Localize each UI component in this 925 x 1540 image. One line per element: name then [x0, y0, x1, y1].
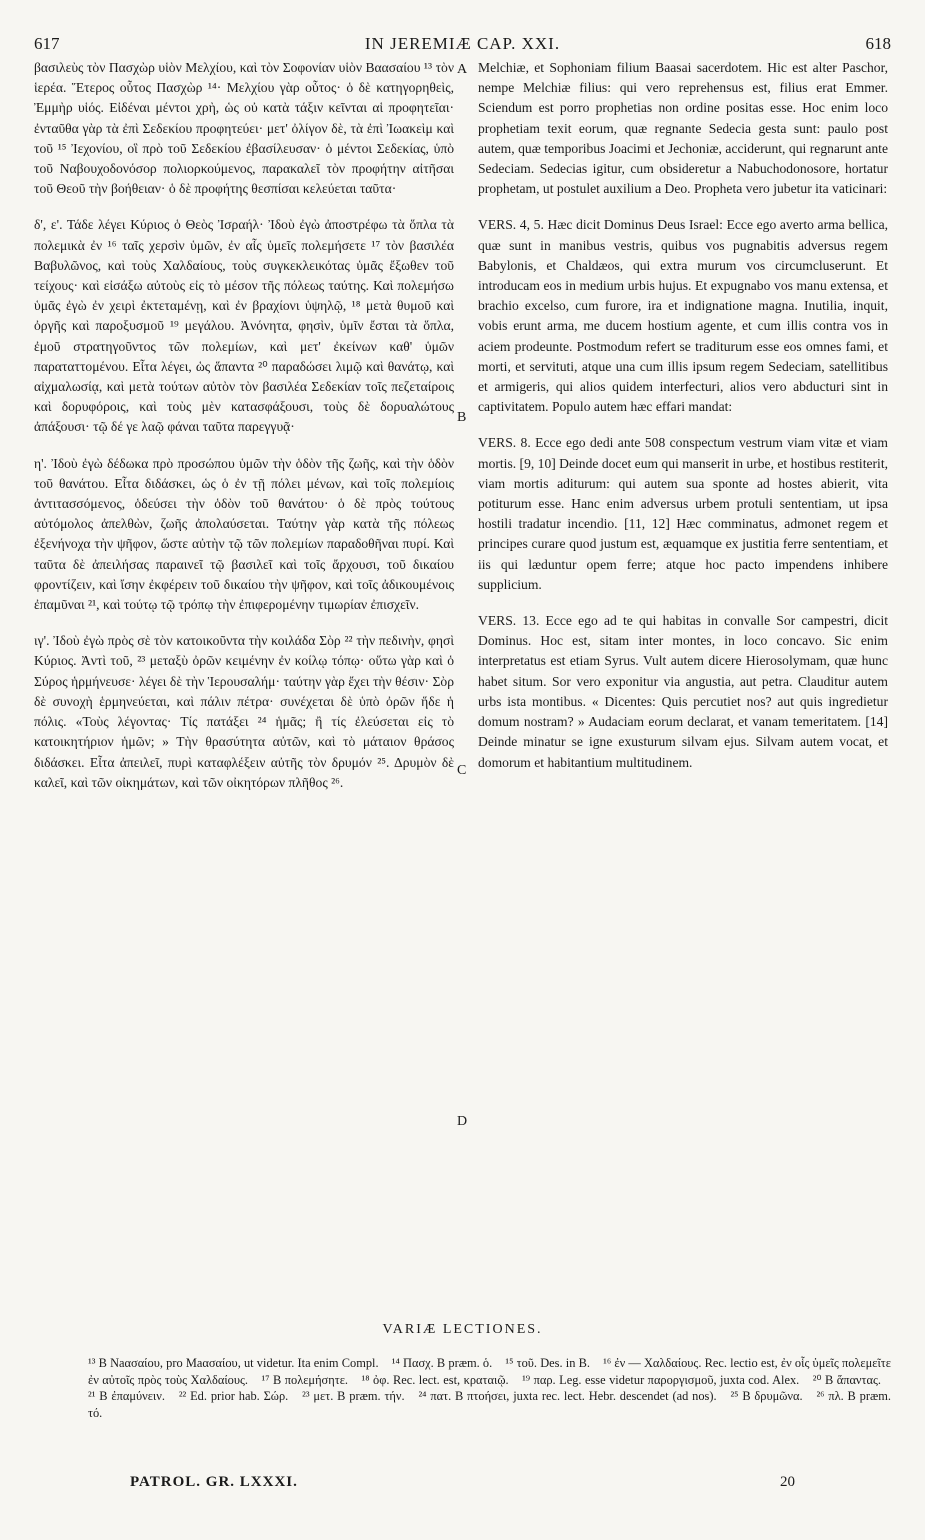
margin-marker-b: B: [457, 410, 467, 425]
latin-paragraph: VERS. 13. Ecce ego ad te qui habitas in convalle Sor campestri, dicit Dominus. Hoc est, sitam inter montes, in loco concavo. Sic enim interpretatus est etiam Syrus. Vult autem dicere Hierosolymam, quæ hunc habet situm. Sor vero exponitur via angustia, aut petra. Clauditur autem urbs ista montibus. « Dicentes: Quis percutiet nos? aut quis ingredietur domum nostram? » Audaciam eorum declarat, et vanam temeritatem. [14] Deinde minatur se igne exusturum silvam ejus. Silvam autem vocat, et domorum et habitantium multitudinem.: [478, 613, 888, 770]
greek-column: [34, 58, 454, 799]
gathering-signature: 20: [780, 1474, 795, 1490]
variant-note: ¹⁵ τοῦ. Des. in B.: [505, 1356, 590, 1370]
variant-note: ¹⁶ ἐν — Χαλδαίους. Rec. lectio est, ἐν οἷς ὑμεῖς πολεμεῖτε ἐν αὐτοῖς πρὸς τοὺς Χαλδαίους.: [88, 1356, 891, 1387]
variant-note: ¹⁴ Πασχ. B præm. ὁ.: [391, 1356, 493, 1370]
margin-marker-d: D: [457, 1114, 468, 1129]
latin-column: [478, 58, 888, 779]
variant-note: ²⁰ B ἅπαντας.: [812, 1372, 882, 1387]
margin-marker-c: C: [457, 763, 467, 778]
variant-note: ¹⁷ B πολεμήσητε.: [261, 1372, 348, 1387]
variant-note: ²³ μετ. B præm. τήν.: [302, 1389, 405, 1403]
variant-note: ²⁴ πατ. B πτοήσει, juxta rec. lect. Hebr. descendet (ad nos).: [418, 1389, 717, 1403]
latin-paragraph: VERS. 8. Ecce ego dedi ante 508 conspectum vestrum viam vitæ et viam mortis. [9, 10] Deinde docet eum qui manserit in urbe, et hostibus restiterit, viam mortis aditurum: qui autem sua sponte ad hostes abierit, vita potiturum esse. Hanc enim adversus urbem protuli sententiam, ut ipsa hostili tradatur incendio. [11, 12] Hæc comminatus, admonet regem et principes curare quod justum est, æquamque ex justitia ferre sententiam, et iis qui læduntur opem ferre; atque hoc pacto impendens inhibere supplicium.: [478, 435, 888, 592]
variae-lectiones-notes: [88, 1355, 891, 1421]
variae-lectiones-title: VARIÆ LECTIONES.: [382, 1322, 543, 1337]
latin-paragraph: VERS. 4, 5. Hæc dicit Dominus Deus Israel: Ecce ego averto arma bellica, quæ sunt in manibus vestris, quibus vos pugnabitis adversus regem Babylonis, et Chaldæos, qui extra murum vos circumcluserunt. Et introducam eos in medium urbis hujus. Et expugnabo vos manu extensa, et brachio excelso, cum furore, ira et indignatione magna. Inutilia, inquit, vobis erunt arma, me ducem hostium agente, et cum illis contra vos in aciem prodeunte. Postmodum refert se traditurum esse eos omnes fami, et morti, et servituti, atque una cum illis ipsum regem Sedeciam, satellitibus et armigeris, qui alios quidem interfecturi, alios vero abducturi sint in captivitatem. Populo autem hæc effari mandat:: [478, 217, 888, 415]
running-title: IN JEREMIÆ CAP. XXI.: [364, 34, 561, 53]
running-header: [34, 34, 891, 60]
latin-paragraph: Melchiæ, et Sophoniam filium Baasai sacerdotem. Hic est alter Paschor, nempe Melchiæ filius: qui vero reprehensus est, filius erat Emmer. Sciendum est porro prophetias non ordine positas esse. Hoc enim loco prophetiam texit eorum, quæ regnante Sedecia gesta sunt: paulo post autem, quæ temporibus Joacimi et Jechoniæ, acciderunt, qui regnarunt ante Sedeciam. Sedecias igitur, cum obsideretur a Nabuchodonosore, hortatur prophetam, ut postulet auxilium a Deo. Propheta vero jubetur ita vaticinari:: [478, 60, 888, 197]
left-page-number: 617: [34, 34, 60, 53]
greek-paragraph: ιγ'. Ἰδοὺ ἐγὼ πρὸς σὲ τὸν κατοικοῦντα τὴν κοιλάδα Σὸρ ²² τὴν πεδινὴν, φησὶ Κύριος. Ἀντὶ τοῦ, ²³ μεταξὺ ὀρῶν κειμένην ἐν κοίλῳ τόπῳ· οὕτω γὰρ καὶ ὁ Σύρος ἡρμήνευσε· λέγει δὲ τὴν Ἱερουσαλήμ· ταύτην γὰρ ἔχει τὴν θέσιν· Σὸρ δὲ συνοχὴ ἑρμηνεύεται, καὶ πάλιν πέτρα· συνέχεται δὲ ὑπὸ ὀρῶν ἥδε ἡ πόλις. «Τοὺς λέγοντας· Τίς πατάξει ²⁴ ἡμᾶς; ἢ τίς ἐλεύσεται εἰς τὸ κατοικητήριον ἡμῶν; » Τὴν θρασύτητα αὐτῶν, καὶ τὸ μάταιον θράσος διδάσκει. Εἶτα ἀπειλεῖ, πυρὶ καταφλέξειν αὐτῆς τὸν δρυμόν ²⁵. Δρυμὸν δὲ καλεῖ, καὶ τῶν οἰκημάτων, καὶ τῶν οἰκητόρων πλῆθος ²⁶.: [34, 633, 454, 790]
variant-note: ²⁵ B δρυμῶνα.: [730, 1389, 803, 1403]
margin-marker-a: A: [457, 62, 468, 77]
variant-note: ²² Ed. prior hab. Σώρ.: [178, 1389, 289, 1403]
greek-paragraph: η'. Ἰδοὺ ἐγὼ δέδωκα πρὸ προσώπου ὑμῶν τὴν ὁδὸν τῆς ζωῆς, καὶ τὴν ὁδὸν τοῦ θανάτου. Εἶτα διδάσκει, ὡς ὁ ἐν τῇ πόλει μένων, καὶ τοῖς πολεμίοις ἀντιτασσόμενος, ὁδεύσει τὴν ὁδὸν τοῦ θανάτου· ὁ δὲ πρὸς τούτους αὐτόμολος ἀπελθὼν, ζωῆς ἀπολαύσεται. Ταύτην γὰρ κατὰ τῆς πόλεως ἐξενήνοχα τὴν ψῆφον, ὥστε αὐτὴν τῷ τῶν πολεμίων παραδοθῆναι πυρί. Καὶ ταῦτα δὲ ἀπειλήσας παραινεῖ τῷ βασιλεῖ καὶ τοῖς ἄρχουσι, τοῦ δικαίου φροντίζειν, καὶ ἴσην ἐκφέρειν τοῦ δικαίου τὴν ψῆφον, καὶ τοῖς ἀδικουμένοις ἐπαμῦναι ²¹, καὶ τούτῳ τῷ τρόπῳ τὴν ἐπιφερομένην τιμωρίαν ἐπισχεῖν.: [34, 455, 454, 613]
volume-signature: PATROL. GR. LXXXI.: [130, 1474, 298, 1490]
variant-note: ¹³ B Νaασαίου, pro Μaασαίου, ut videtur. Ita enim Compl.: [88, 1356, 379, 1370]
variant-note: ¹⁹ παρ. Leg. esse videtur παροργισμοῦ, juxta cod. Alex.: [522, 1372, 800, 1387]
variant-note: ²¹ B ἐπαμύνειν.: [88, 1389, 165, 1403]
greek-paragraph: δ', ε'. Τάδε λέγει Κύριος ὁ Θεὸς Ἰσραήλ· Ἰδοὺ ἐγὼ ἀποστρέφω τὰ ὅπλα τὰ πολεμικὰ ἐν ¹⁶ ταῖς χερσὶν ὑμῶν, ἐν αἷς ὑμεῖς πολεμήσετε ¹⁷ τὸν βασιλέα Βαβυλῶνος, καὶ τοὺς Χαλδαίους, τοὺς συγκεκλεικότας ὑμᾶς ἔξωθεν τοῦ τείχους· καὶ εἰσάξω αὐτοὺς εἰς τὸ μέσον τῆς πόλεως ταύτης. Καὶ πολεμήσω ὑμᾶς ἐγὼ ἐν χειρὶ ἐκτεταμένῃ, καὶ ἐν βραχίονι ὑψηλῷ, ¹⁸ μετὰ θυμοῦ καὶ ὀργῆς καὶ παροξυσμοῦ ¹⁹ μεγάλου. Ἀνόνητα, φησὶν, ὑμῖν ἔσται τὰ ὅπλα, ἐμοῦ στρατηγοῦντος τῶν πολεμίων, καὶ μετ' ἐκείνων καθ' ὑμῶν παραταττομένου. Εἶτα λέγει, ὡς ἅπαντα ²⁰ παραδώσει λιμῷ καὶ θανάτῳ, καὶ αἰχμαλωσίᾳ, καὶ μετὰ τούτων αὐτὸν τὸν βασιλέα Σεδεκίαν τοῖς πεζεταίροις καὶ δορυφόροις, καὶ τοὺς μὲν κατασφάξουσι, τοὺς δὲ δορυαλώτους ἀπάξουσι· τῷ δέ γε λαῷ φάναι ταῦτα παρεγγυᾷ·: [34, 217, 454, 435]
variant-note: ¹⁸ ὀφ. Rec. lect. est, κραταιῷ.: [361, 1372, 509, 1387]
right-page-number: 618: [865, 34, 891, 53]
variant-note: ²⁶ πλ. B præm. τό.: [88, 1389, 891, 1420]
greek-paragraph: βασιλεὺς τὸν Πασχὼρ υἱὸν Μελχίου, καὶ τὸν Σοφονίαν υἱὸν Βαασαίου ¹³ τὸν ἱερέα. Ἕτερος οὗτος Πασχὼρ ¹⁴· Μελχίου γὰρ οὗτος· ὁ δὲ κατηγορηθεὶς, Ἐμμὴρ υἱός. Εἰδέναι μέντοι χρὴ, ὡς οὐ κατὰ τάξιν κεῖνται αἱ προφητεῖαι· ἐνταῦθα γὰρ τὰ ἐπὶ Σεδεκίου προφητεύει· μετ' ὀλίγον δὲ, τὰ ἐπὶ Ἰωακεὶμ καὶ τοῦ ¹⁵ Ἰεχονίου, οἳ πρὸ τοῦ Σεδεκίου ἐβασίλευσαν· ὁ μέντοι Σεδεκίας, ὑπὸ τοῦ Ναβουχοδονόσορ πολιορκούμενος, παρακαλεῖ τὸν προφήτην αἰτῆσαι τοῦ Θεοῦ τὴν βοήθειαν· ὁ δὲ προφήτης θεσπίσαι κελεύεται ταῦτα·: [34, 60, 454, 197]
